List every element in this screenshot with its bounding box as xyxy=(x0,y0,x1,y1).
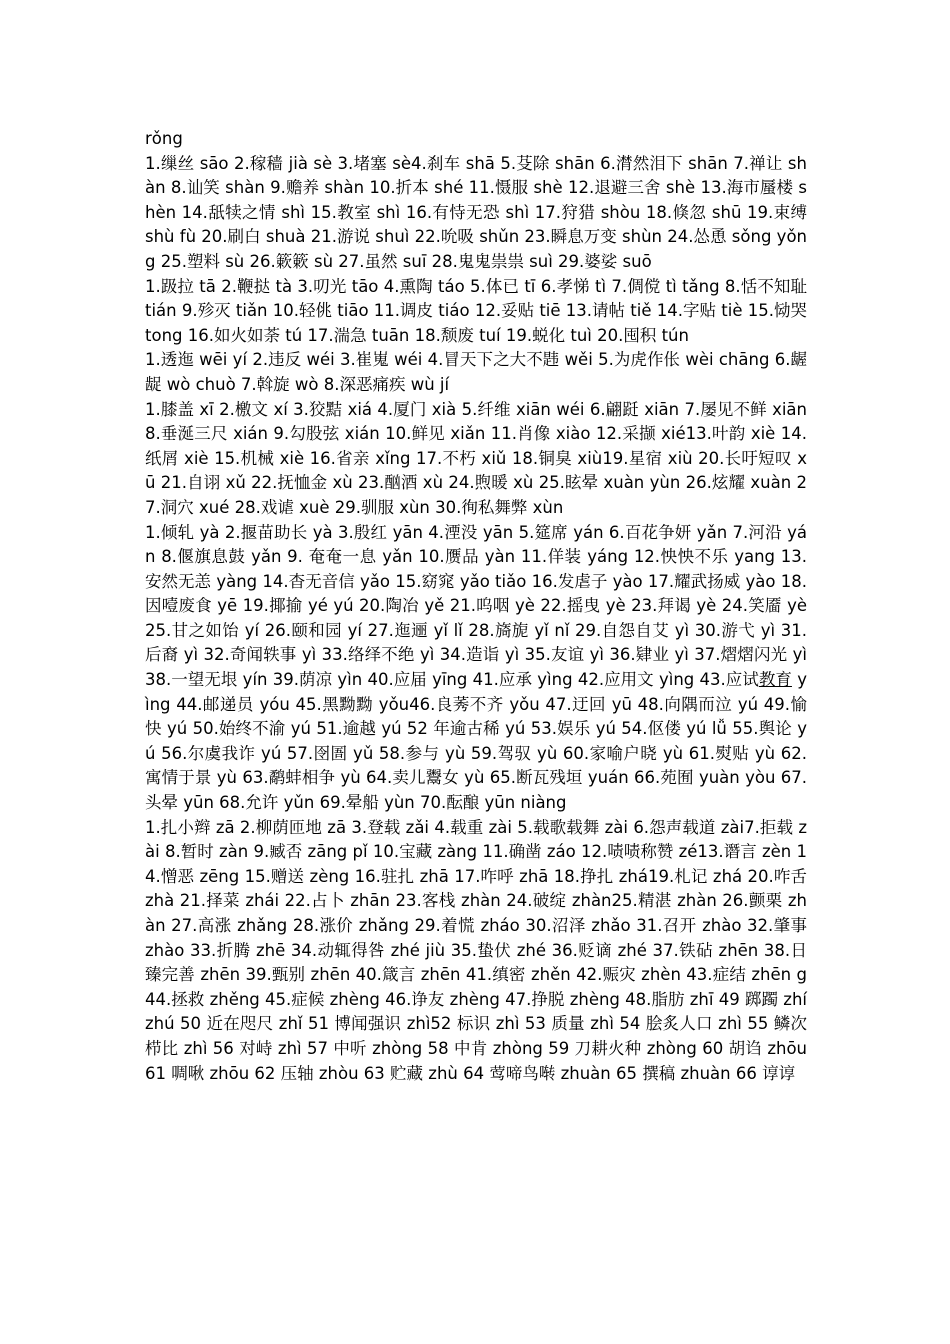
vocab-list-y-part1: 1.倾轧 yà 2.揠苗助长 yà 3.殷红 yān 4.湮没 yān 5.筵席 yán 6.百花争妍 yǎn 7.河沿 yán 8.偃旗息鼓 yǎn 9. 奄奄一息 yǎn 10.赝品 yàn 11.佯装 yáng 12.怏怏不乐 yang 13.安然无恙 yàng 14.杳无音信 yǎo 15.窈窕 yǎo tiǎo 16.发虐子 yào 17.耀武扬威 yào 18.因噎废食 yē 19.揶揄 yé yú 20.陶冶 yě 21.呜咽 yè 22.摇曳 yè 23.拜谒 yè 24.笑靥 yè 25.甘之如饴 yí 26.颐和园 yí 27.迤逦 yǐ lǐ 28.旖旎 yǐ nǐ 29.自怨自艾 yì 30.游弋 yì 31.后裔 yì 32.奇闻轶事 yì 33.络绎不绝 yì 34.造诣 yì 35.友谊 yì 36.肄业 yì 37.熠熠闪光 yì 38.一望无垠 yín 39.荫凉 yìn 40.应届 yīng 41.应承 yìng 42.应用文 yìng 43.应试 xyxy=(145,522,807,690)
pinyin-line-rong: rǒng xyxy=(145,129,183,148)
vocab-list-x: 1.膝盖 xī 2.檄文 xí 3.狡黠 xiá 4.厦门 xià 5.纤维 xiān wéi 6.翩跹 xiān 7.屡见不鲜 xiān 8.垂涎三尺 xián 9.勾股弦 xián 10.鲜见 xiǎn 11.肖像 xiào 12.采撷 xié13.叶韵 xiè 14.纸屑 xiè 15.机械 xiè 16.省亲 xǐng 17.不朽 xiǔ 18.铜臭 xiù19.星宿 xiù 20.长吁短叹 xū 21.自诩 xǔ 22.抚恤金 xù 23.酗酒 xù 24.煦暖 xù 25.眩晕 xuàn yùn 26.炫耀 xuàn 27.洞穴 xué 28.戏谑 xuè 29.驯服 xùn 30.徇私舞弊 xùn xyxy=(145,399,807,517)
document-page xyxy=(145,127,807,1086)
vocab-list-s: 1.缫丝 sāo 2.稼穑 jià sè 3.堵塞 sè4.刹车 shā 5.芟除 shān 6.潸然泪下 shān 7.禅让 shàn 8.讪笑 shàn 9.赡养 shàn 10.折本 shé 11.慑服 shè 12.退避三舍 shè 13.海市蜃楼 shèn 14.舐犊之情 shì 15.教室 shì 16.有恃无恐 shì 17.狩猎 shòu 18.倏忽 shū 19.束缚 shù fù 20.刷白 shuà 21.游说 shuì 22.吮吸 shǔn 23.瞬息万变 shùn 24.怂恿 sǒng yǒng 25.塑料 sù 26.簌簌 sù 27.虽然 suī 28.鬼鬼祟祟 suì 29.婆娑 suō xyxy=(145,153,807,271)
vocab-list-z: 1.扎小辫 zā 2.柳荫匝地 zā 3.登载 zǎi 4.载重 zài 5.载歌载舞 zài 6.怨声载道 zài7.拒载 zài 8.暂时 zàn 9.臧否 zāng pǐ 10.宝藏 zàng 11.确凿 záo 12.啧啧称赞 zé13.谮言 zèn 14.憎恶 zēng 15.赠送 zèng 16.驻扎 zhā 17.咋呼 zhā 18.挣扎 zhá19.札记 zhá 20.咋舌 zhà 21.择菜 zhái 22.占卜 zhān 23.客栈 zhàn 24.破绽 zhàn25.精湛 zhàn 26.颤栗 zhàn 27.高涨 zhǎng 28.涨价 zhǎng 29.着慌 zháo 30.沼泽 zhǎo 31.召开 zhào 32.肇事 zhào 33.折腾 zhē 34.动辄得咎 zhé jiù 35.蛰伏 zhé 36.贬谪 zhé 37.铁砧 zhēn 38.日臻完善 zhēn 39.甄别 zhēn 40.箴言 zhēn 41.缜密 zhěn 42.赈灾 zhèn 43.症结 zhēn g 44.拯救 zhěng 45.症候 zhèng 46.诤友 zhèng 47.挣脱 zhèng 48.脂肪 zhī 49 踯躅 zhí zhú 50 近在咫尺 zhǐ 51 博闻强识 zhì52 标识 zhì 53 质量 zhì 54 脍炙人口 zhì 55 鳞次栉比 zhì 56 对峙 zhì 57 中听 zhòng 58 中肯 zhòng 59 刀耕火种 zhòng 60 胡诌 zhōu 61 啁啾 zhōu 62 压轴 zhòu 63 贮藏 zhù 64 莺啼鸟啭 zhuàn 65 撰稿 zhuàn 66 谆谆 xyxy=(145,817,807,1083)
underlined-word: 教育 xyxy=(758,670,792,690)
vocab-list-t: 1.趿拉 tā 2.鞭挞 tà 3.叨光 tāo 4.熏陶 táo 5.体已 tī 6.孝悌 tì 7.倜傥 tì tǎng 8.恬不知耻 tián 9.殄灭 tiǎn 10.轻佻 tiāo 11.调皮 tiáo 12.妥贴 tiē 13.请帖 tiě 14.字贴 tiè 15.恸哭 tong 16.如火如荼 tú 17.湍急 tuān 18.颓废 tuí 19.蜕化 tuì 20.囤积 tún xyxy=(145,276,807,345)
vocab-list-y-part2: yìng 44.邮递员 yóu 45.黑黝黝 yǒu46.良莠不齐 yǒu 47.迂回 yū 48.向隅而泣 yú 49.愉快 yú 50.始终不渝 yú 51.逾越 yú 52 年逾古稀 yú 53.娱乐 yú 54.伛偻 yú lǚ 55.舆论 yú 56.尔虞我诈 yú 57.囹圄 yǔ 58.参与 yù 59.驾驭 yù 60.家喻户晓 yù 61.熨贴 yù 62.寓情于景 yù 63.鹬蚌相争 yù 64.卖儿鬻女 yù 65.断瓦残垣 yuán 66.苑囿 yuàn yòu 67.头晕 yūn 68.允许 yǔn 69.晕船 yùn 70.酝酿 yūn niàng xyxy=(145,670,807,813)
vocab-list-y xyxy=(145,521,807,816)
vocab-list-w: 1.透迤 wēi yí 2.违反 wéi 3.崔嵬 wéi 4.冒天下之大不韪 wěi 5.为虎作伥 wèi chāng 6.龌龊 wò chuò 7.斡旋 wò 8.深恶痛疾 wù jí xyxy=(145,350,807,394)
